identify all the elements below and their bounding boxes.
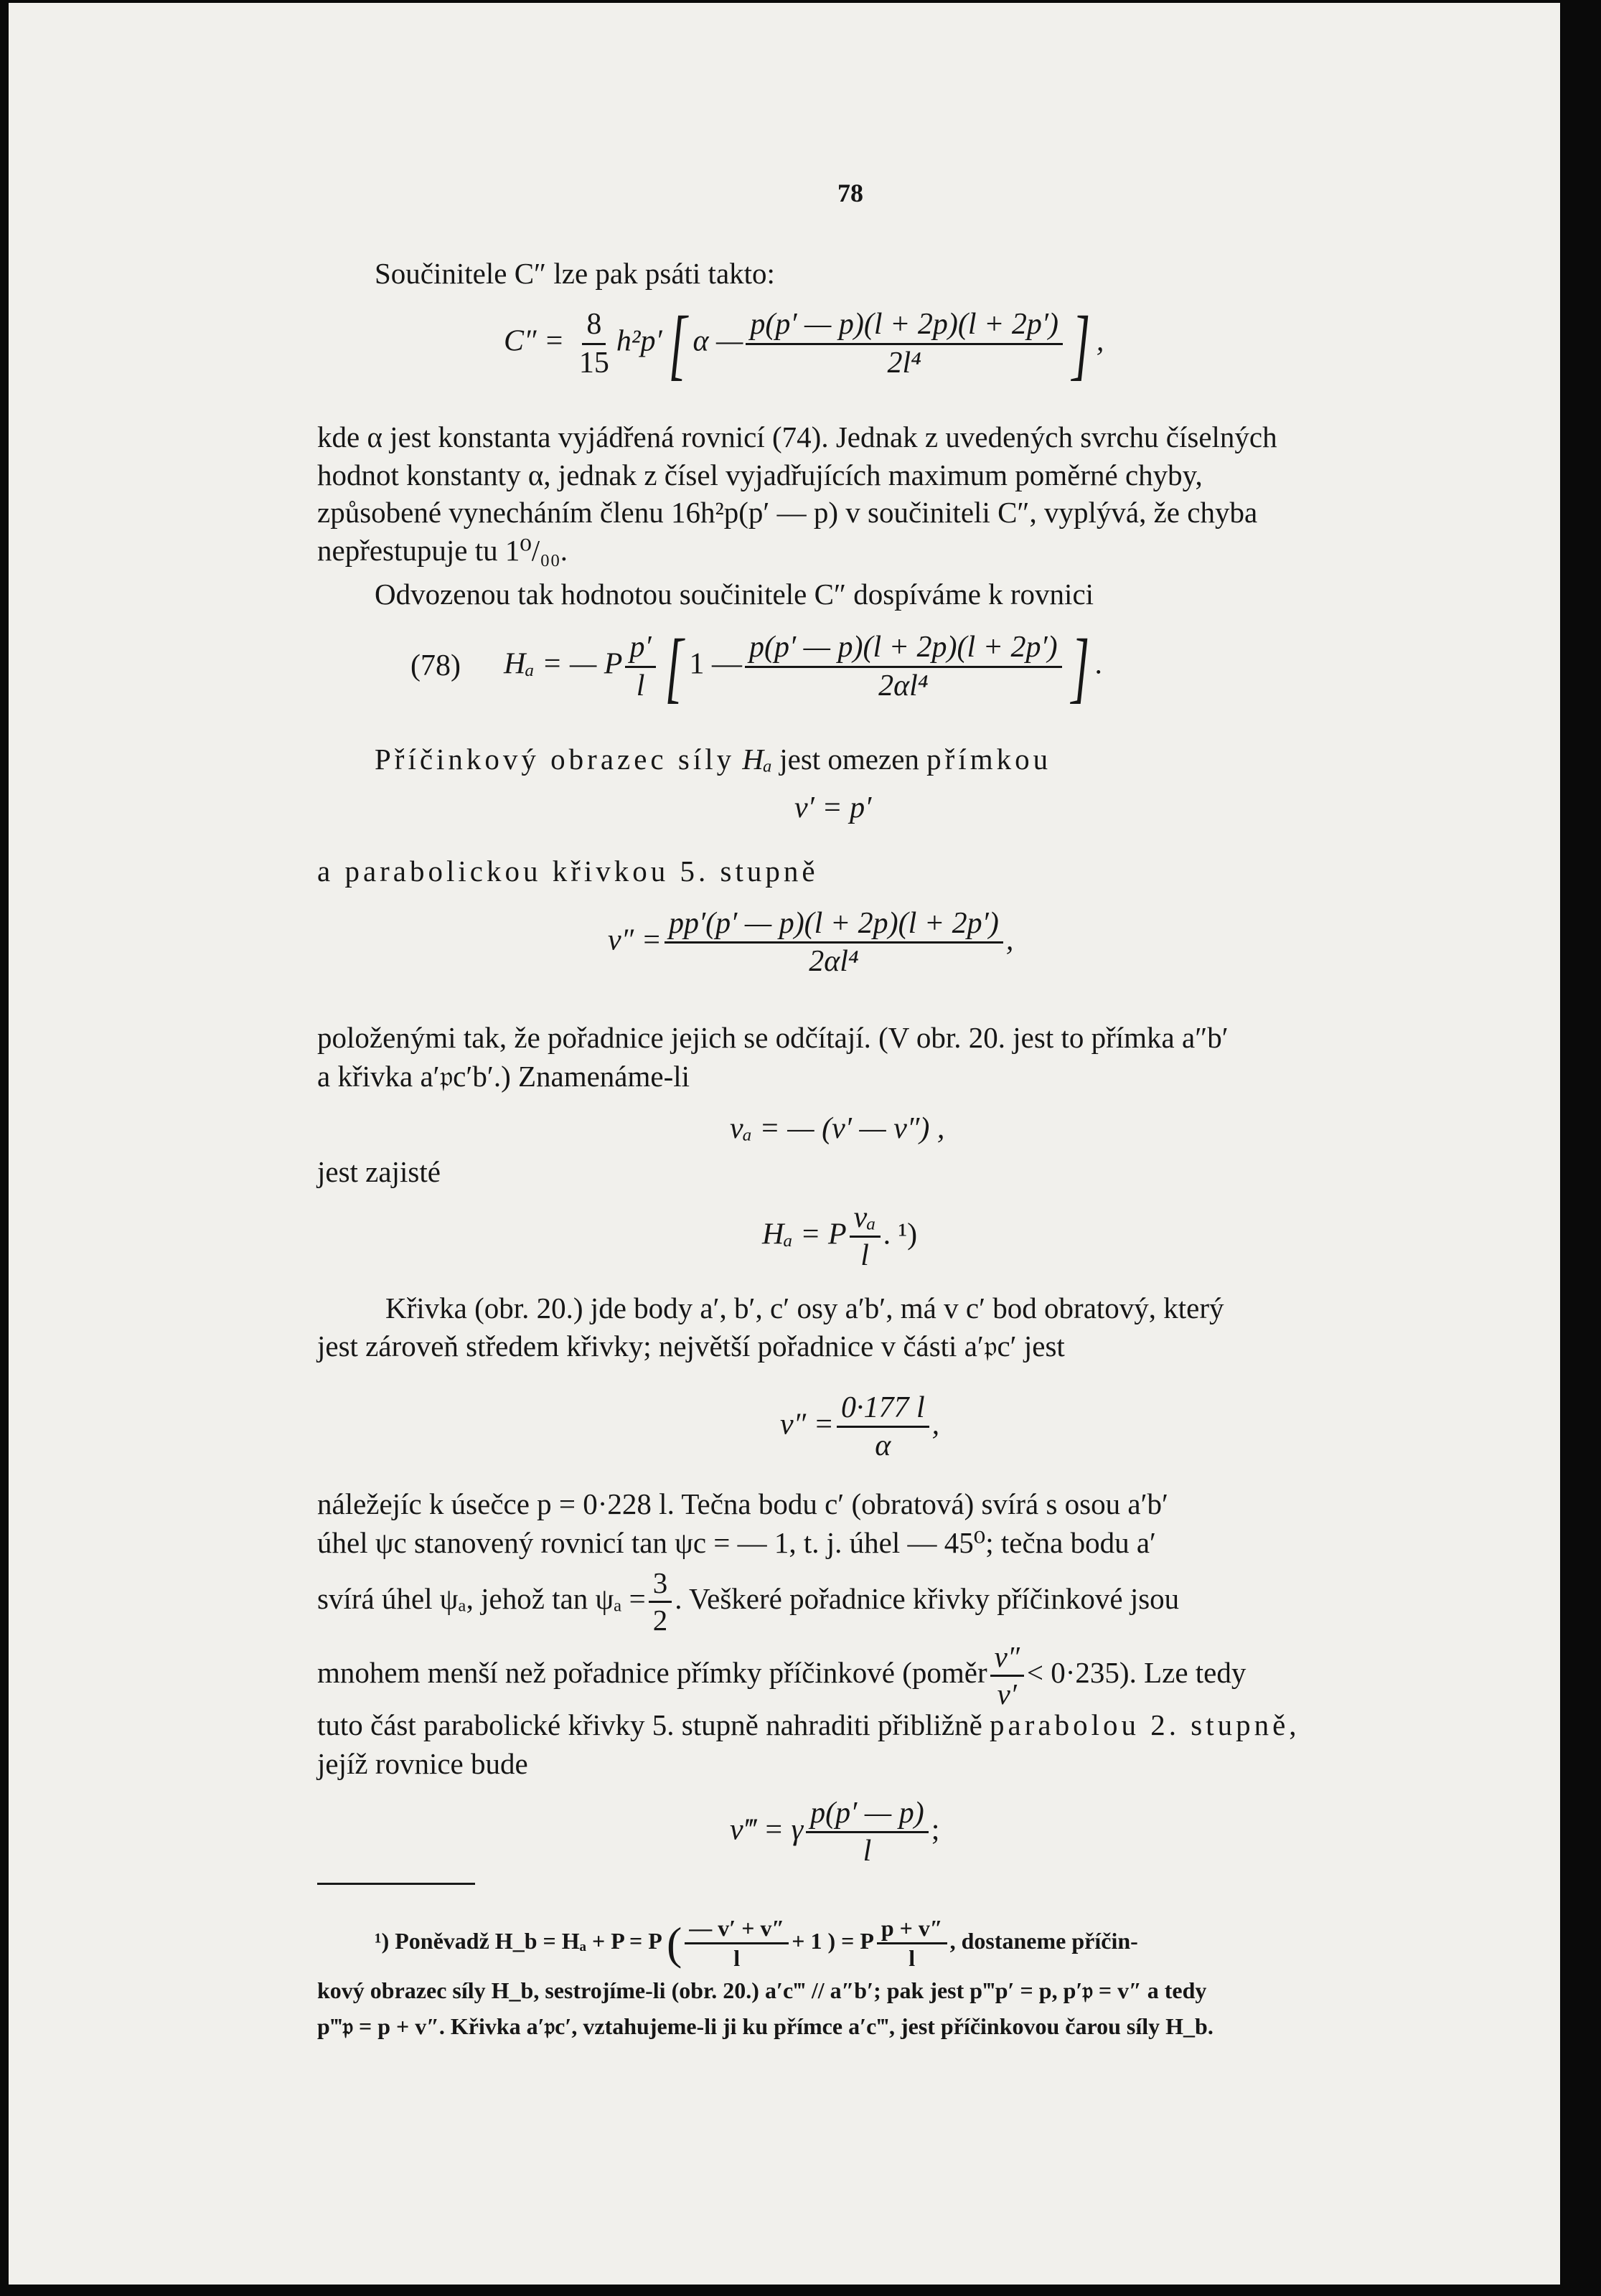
- eq-text: .: [1095, 647, 1103, 681]
- text-line: [317, 1708, 1300, 1743]
- text: tuto část parabolické křivky 5. stupně nahraditi přibližně: [317, 1708, 982, 1741]
- fraction-numerator: 0·177 l: [837, 1391, 929, 1428]
- page-number: 78: [837, 179, 863, 207]
- text: svírá úhel ψₐ, jehož tan ψₐ =: [317, 1582, 646, 1615]
- fraction: [746, 308, 1063, 379]
- fraction: [837, 1391, 929, 1462]
- eq-text: ,: [1005, 923, 1014, 957]
- fraction-numerator: — v′ + v″: [685, 1916, 789, 1944]
- fraction: [625, 631, 655, 702]
- spaced-text: přímkou: [926, 743, 1052, 776]
- fraction-numerator: 8: [582, 308, 606, 344]
- text-line: nepřestupuje tu 1⁰/₀₀.: [317, 534, 568, 567]
- fraction-numerator: p′: [625, 631, 655, 667]
- fraction: [575, 308, 614, 379]
- text-line: Odvozenou tak hodnotou součinitele C″ dospíváme k rovnici: [375, 578, 1094, 611]
- fraction-denominator: 2l⁴: [887, 346, 921, 380]
- fraction-denominator: 2αl⁴: [878, 669, 929, 702]
- eq-text: h²p′: [616, 324, 662, 358]
- fraction-denominator: l: [636, 669, 645, 702]
- equation-78-label: (78): [410, 649, 461, 682]
- eq-text: Hₐ = P: [762, 1218, 847, 1251]
- text-line: [317, 1641, 1246, 1711]
- fraction-numerator: vₐ: [850, 1201, 881, 1238]
- footnote-line: p‴𝔭 = p + v″. Křivka a′𝔭c′, vztahujeme-li ji ku přímce a′c‴, jest příčinkovou čarou síly H_b.: [317, 2013, 1213, 2039]
- fraction: [850, 1201, 881, 1272]
- spaced-text: parabolou 2. stupně,: [990, 1708, 1300, 1741]
- text-line: způsobené vynecháním členu 16h²p(p′ — p) v součiniteli C″, vyplývá, že chyba: [317, 496, 1258, 529]
- footnote-line: [375, 1911, 1138, 1976]
- footnote-line: kový obrazec síly H_b, sestrojíme-li (obr. 20.) a′c‴ // a″b′; pak jest p‴p′ = p, p′𝔭 = v″ a tedy: [317, 1977, 1207, 2003]
- equation-v-prime: v′ = p′: [794, 791, 872, 824]
- text-line: a parabolickou křivkou 5. stupně: [317, 855, 819, 888]
- eq-text: ;: [931, 1813, 940, 1847]
- footnote-rule: [317, 1883, 475, 1885]
- fraction-denominator: l: [733, 1945, 741, 1972]
- text-line: položenými tak, že pořadnice jejich se odčítají. (V obr. 20. jest to přímka a″b′: [317, 1021, 1229, 1054]
- fraction: [877, 1916, 947, 1971]
- text: + 1 ) = P: [792, 1928, 874, 1954]
- fraction: [665, 907, 1003, 978]
- equation-c-double-prime: [504, 300, 1104, 387]
- text: < 0·235). Lze tedy: [1026, 1656, 1246, 1689]
- text: , dostaneme příčin-: [949, 1928, 1138, 1954]
- text: jest omezen: [779, 743, 919, 776]
- fraction: [806, 1797, 929, 1868]
- eq-text: ,: [1096, 324, 1104, 358]
- text: ¹) Poněvadž H_b = Hₐ + P = P: [375, 1928, 661, 1954]
- fraction-denominator: v′: [997, 1678, 1017, 1711]
- text-line: a křivka a′𝔭c′b′.) Znamenáme-li: [317, 1060, 690, 1093]
- symbol: Hₐ: [742, 743, 772, 776]
- eq-text: v″ =: [780, 1408, 834, 1441]
- fraction-numerator: p(p′ — p): [806, 1797, 929, 1833]
- text-line: kde α jest konstanta vyjádřená rovnicí (74). Jednak z uvedených svrchu číselných: [317, 420, 1277, 453]
- eq-text: v‴ = γ: [730, 1813, 804, 1847]
- text-line: jest zároveň středem křivky; největší pořadnice v části a′𝔭c′ jest: [317, 1330, 1065, 1363]
- fraction-numerator: p(p′ — p)(l + 2p)(l + 2p′): [746, 308, 1063, 344]
- fraction-numerator: p(p′ — p)(l + 2p)(l + 2p′): [745, 631, 1062, 667]
- fraction-numerator: p + v″: [877, 1916, 947, 1944]
- equation-v-max: [780, 1391, 939, 1462]
- equation-78: [504, 623, 1103, 710]
- fraction-denominator: α: [875, 1429, 891, 1463]
- text-line: Součinitele C″ lze pak psáti takto:: [375, 257, 775, 290]
- left-bracket: [: [665, 623, 683, 710]
- text-line: jest zajisté: [317, 1155, 441, 1188]
- right-bracket: ]: [1071, 623, 1089, 710]
- eq-text: α —: [692, 324, 743, 358]
- eq-text: . ¹): [883, 1218, 918, 1251]
- fraction-numerator: v″: [990, 1641, 1024, 1677]
- eq-text: 1 —: [689, 647, 742, 681]
- text-line: [375, 742, 1051, 777]
- equation-ha: [762, 1201, 917, 1272]
- eq-text: v″ =: [608, 923, 662, 957]
- text-line: hodnot konstanty α, jednak z čísel vyjadřujících maximum poměrné chyby,: [317, 458, 1203, 491]
- fraction-denominator: l: [860, 1239, 869, 1273]
- fraction-denominator: 2: [652, 1604, 668, 1637]
- text-line: náležejíc k úsečce p = 0·228 l. Tečna bodu c′ (obratová) svírá s osou a′b′: [317, 1487, 1169, 1520]
- fraction: [745, 631, 1062, 702]
- text-line: [317, 1567, 1179, 1637]
- left-bracket: [: [668, 300, 687, 387]
- equation-va: vₐ = — (v′ — v″) ,: [730, 1112, 945, 1145]
- text-line: Křivka (obr. 20.) jde body a′, b′, c′ osy a′b′, má v c′ bod obratový, který: [385, 1292, 1224, 1325]
- page-sheet: [9, 3, 1560, 2285]
- fraction-numerator: 3: [649, 1567, 672, 1603]
- fraction-denominator: 15: [578, 346, 609, 380]
- text-line: jejíž rovnice bude: [317, 1747, 528, 1780]
- eq-text: ,: [931, 1408, 940, 1441]
- fraction-numerator: pp′(p′ — p)(l + 2p)(l + 2p′): [665, 907, 1003, 944]
- text-line: úhel ψc stanovený rovnicí tan ψc = — 1, t. j. úhel — 45⁰; tečna bodu a′: [317, 1526, 1157, 1559]
- text: mnohem menší než pořadnice přímky příčinkové (poměr: [317, 1656, 987, 1689]
- equation-v-triple-prime: [730, 1797, 939, 1868]
- spaced-text: Příčinkový obrazec síly: [375, 743, 736, 776]
- fraction-denominator: 2αl⁴: [809, 945, 859, 979]
- left-paren: (: [666, 1918, 682, 1969]
- fraction-denominator: l: [863, 1835, 872, 1868]
- equation-v-double-prime: [608, 907, 1013, 978]
- right-bracket: ]: [1071, 300, 1091, 387]
- eq-text: C″ =: [504, 324, 572, 358]
- fraction: [990, 1641, 1024, 1711]
- fraction-denominator: l: [909, 1945, 916, 1972]
- fraction: [685, 1916, 789, 1971]
- text: . Veškeré pořadnice křivky příčinkové jsou: [675, 1582, 1180, 1615]
- fraction: [649, 1567, 672, 1637]
- eq-text: Hₐ = — P: [504, 647, 623, 681]
